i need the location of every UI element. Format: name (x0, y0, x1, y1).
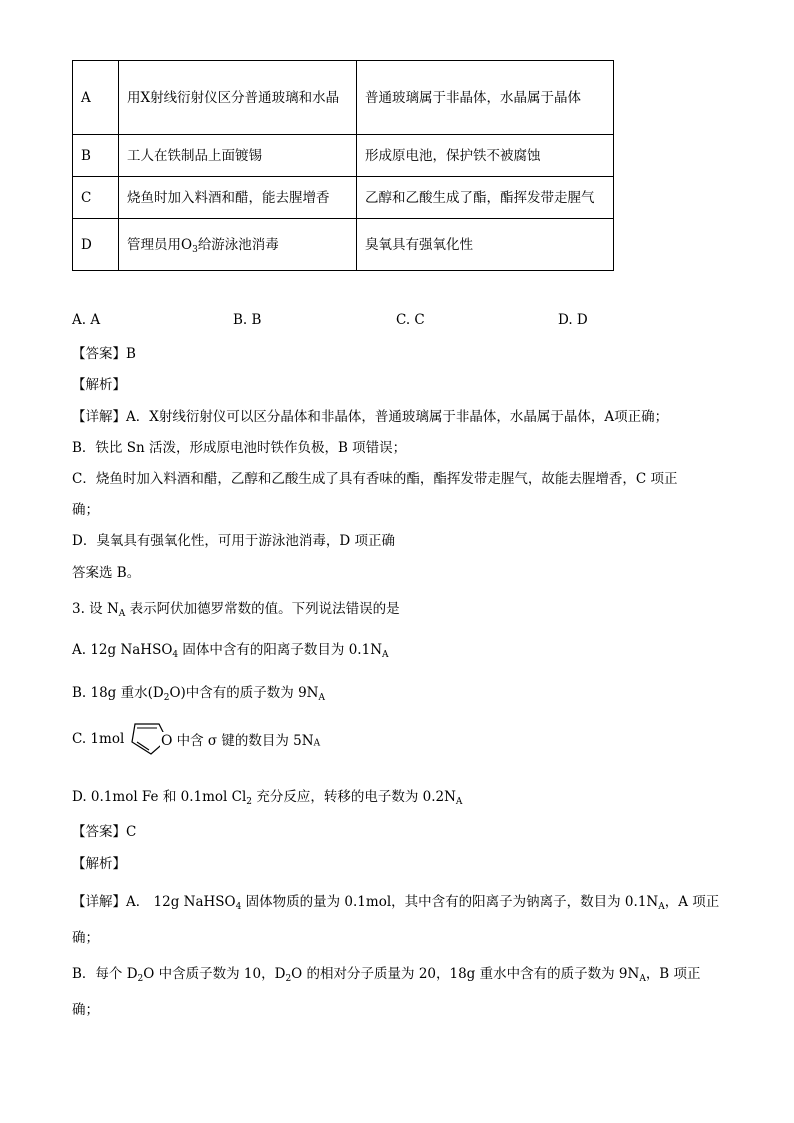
row-label: D (73, 219, 119, 271)
subscript: 3 (192, 244, 198, 255)
row-label: C (73, 177, 119, 219)
stem-text: 3. 设 N (72, 601, 119, 617)
question-table (72, 60, 614, 271)
analysis-label: 【解析】 (72, 377, 126, 393)
subscript: A (382, 650, 389, 660)
subscript: 4 (235, 902, 242, 912)
subscript: A (313, 738, 321, 749)
stem-text: 表示阿伏加德罗常数的值。下列说法错误的是 (125, 601, 400, 617)
analysis-label: 【解析】 (72, 856, 126, 872)
option-c: C. C (396, 312, 425, 328)
operation-text: 给游泳池消毒 (197, 236, 279, 253)
option-text: A. 12g NaHSO (72, 642, 173, 658)
option-b (72, 681, 325, 701)
option-text: 充分反应，转移的电子数为 0.2N (252, 789, 456, 805)
detail-text: 固体物质的量为 0.1mol，其中含有的阳离子为钠离子，数目为 0.1N (241, 894, 659, 910)
option-text: 中含 σ 键的数目为 5N (176, 733, 314, 749)
table-row (73, 61, 614, 135)
detail-text: 【详解】A． 12g NaHSO (72, 894, 236, 910)
principle-cell: 乙醇和乙酸生成了酯，酯挥发带走腥气 (357, 177, 614, 219)
table-row (73, 135, 614, 177)
detail-text: ，A 项正 (664, 894, 720, 910)
oxygen-atom: O (160, 733, 173, 749)
row-label: A (73, 61, 119, 135)
detail-line (72, 962, 701, 982)
detail-line: 【详解】A．X射线衍射仪可以区分晶体和非晶体，普通玻璃属于非晶体，水晶属于晶体，A项正确； (72, 409, 669, 425)
subscript: A (658, 902, 665, 912)
subscript: A (455, 797, 463, 807)
table-row (73, 219, 614, 271)
detail-line: 答案选 B。 (72, 565, 141, 581)
detail-line: C．烧鱼时加入料酒和醋，乙醇和乙酸生成了具有香味的酯，酯挥发带走腥气，故能去腥增香，C 项正 (72, 471, 678, 487)
detail-line: 确； (72, 502, 99, 518)
detail-line: D．臭氧具有强氧化性，可用于游泳池消毒，D 项正确 (72, 533, 395, 549)
subscript: 4 (172, 650, 179, 660)
detail-text: ，B 项正 (645, 966, 701, 982)
answer-label: 【答案】B (72, 346, 136, 362)
option-a (72, 638, 389, 658)
row-label: B (73, 135, 119, 177)
subscript: 2 (163, 693, 170, 703)
detail-text: O 中含质子数为 10，D (143, 966, 286, 982)
detail-line: 确； (72, 1002, 99, 1018)
option-d: D. D (558, 312, 588, 328)
option-d (72, 785, 462, 805)
subscript: 2 (246, 797, 253, 807)
detail-text: B．每个 D (72, 966, 138, 982)
option-b: B. B (233, 312, 262, 328)
operation-cell (119, 219, 357, 271)
principle-cell: 普通玻璃属于非晶体，水晶属于晶体 (357, 61, 614, 135)
answer-label: 【答案】C (72, 824, 137, 840)
detail-line (72, 890, 719, 910)
subscript: A (118, 609, 126, 619)
furan-structure-icon (129, 718, 177, 760)
operation-text: 管理员用O (127, 236, 193, 253)
operation-cell: 用X射线衍射仪区分普通玻璃和水晶 (119, 61, 357, 135)
option-text: D. 0.1mol Fe 和 0.1mol Cl (72, 789, 247, 805)
option-text: 固体中含有的阳离子数目为 0.1N (178, 642, 383, 658)
operation-cell: 工人在铁制品上面镀锡 (119, 135, 357, 177)
detail-line: B．铁比 Sn 活泼，形成原电池时铁作负极，B 项错误； (72, 440, 407, 456)
option-c (72, 718, 320, 760)
detail-line: 确； (72, 930, 99, 946)
operation-cell: 烧鱼时加入料酒和醋，能去腥增香 (119, 177, 357, 219)
principle-cell: 形成原电池，保护铁不被腐蚀 (357, 135, 614, 177)
principle-cell: 臭氧具有强氧化性 (357, 219, 614, 271)
subscript: A (639, 974, 646, 984)
option-a: A. A (72, 312, 101, 328)
table-row (73, 177, 614, 219)
subscript: A (318, 693, 325, 703)
option-text: O)中含有的质子数为 9N (169, 685, 319, 701)
detail-text: O 的相对分子质量为 20，18g 重水中含有的质子数为 9N (291, 966, 640, 982)
option-text: C. 1mol (72, 731, 125, 747)
question-stem (72, 597, 400, 617)
subscript: 2 (137, 974, 144, 984)
option-text: B. 18g 重水(D (72, 685, 164, 701)
subscript: 2 (285, 974, 292, 984)
